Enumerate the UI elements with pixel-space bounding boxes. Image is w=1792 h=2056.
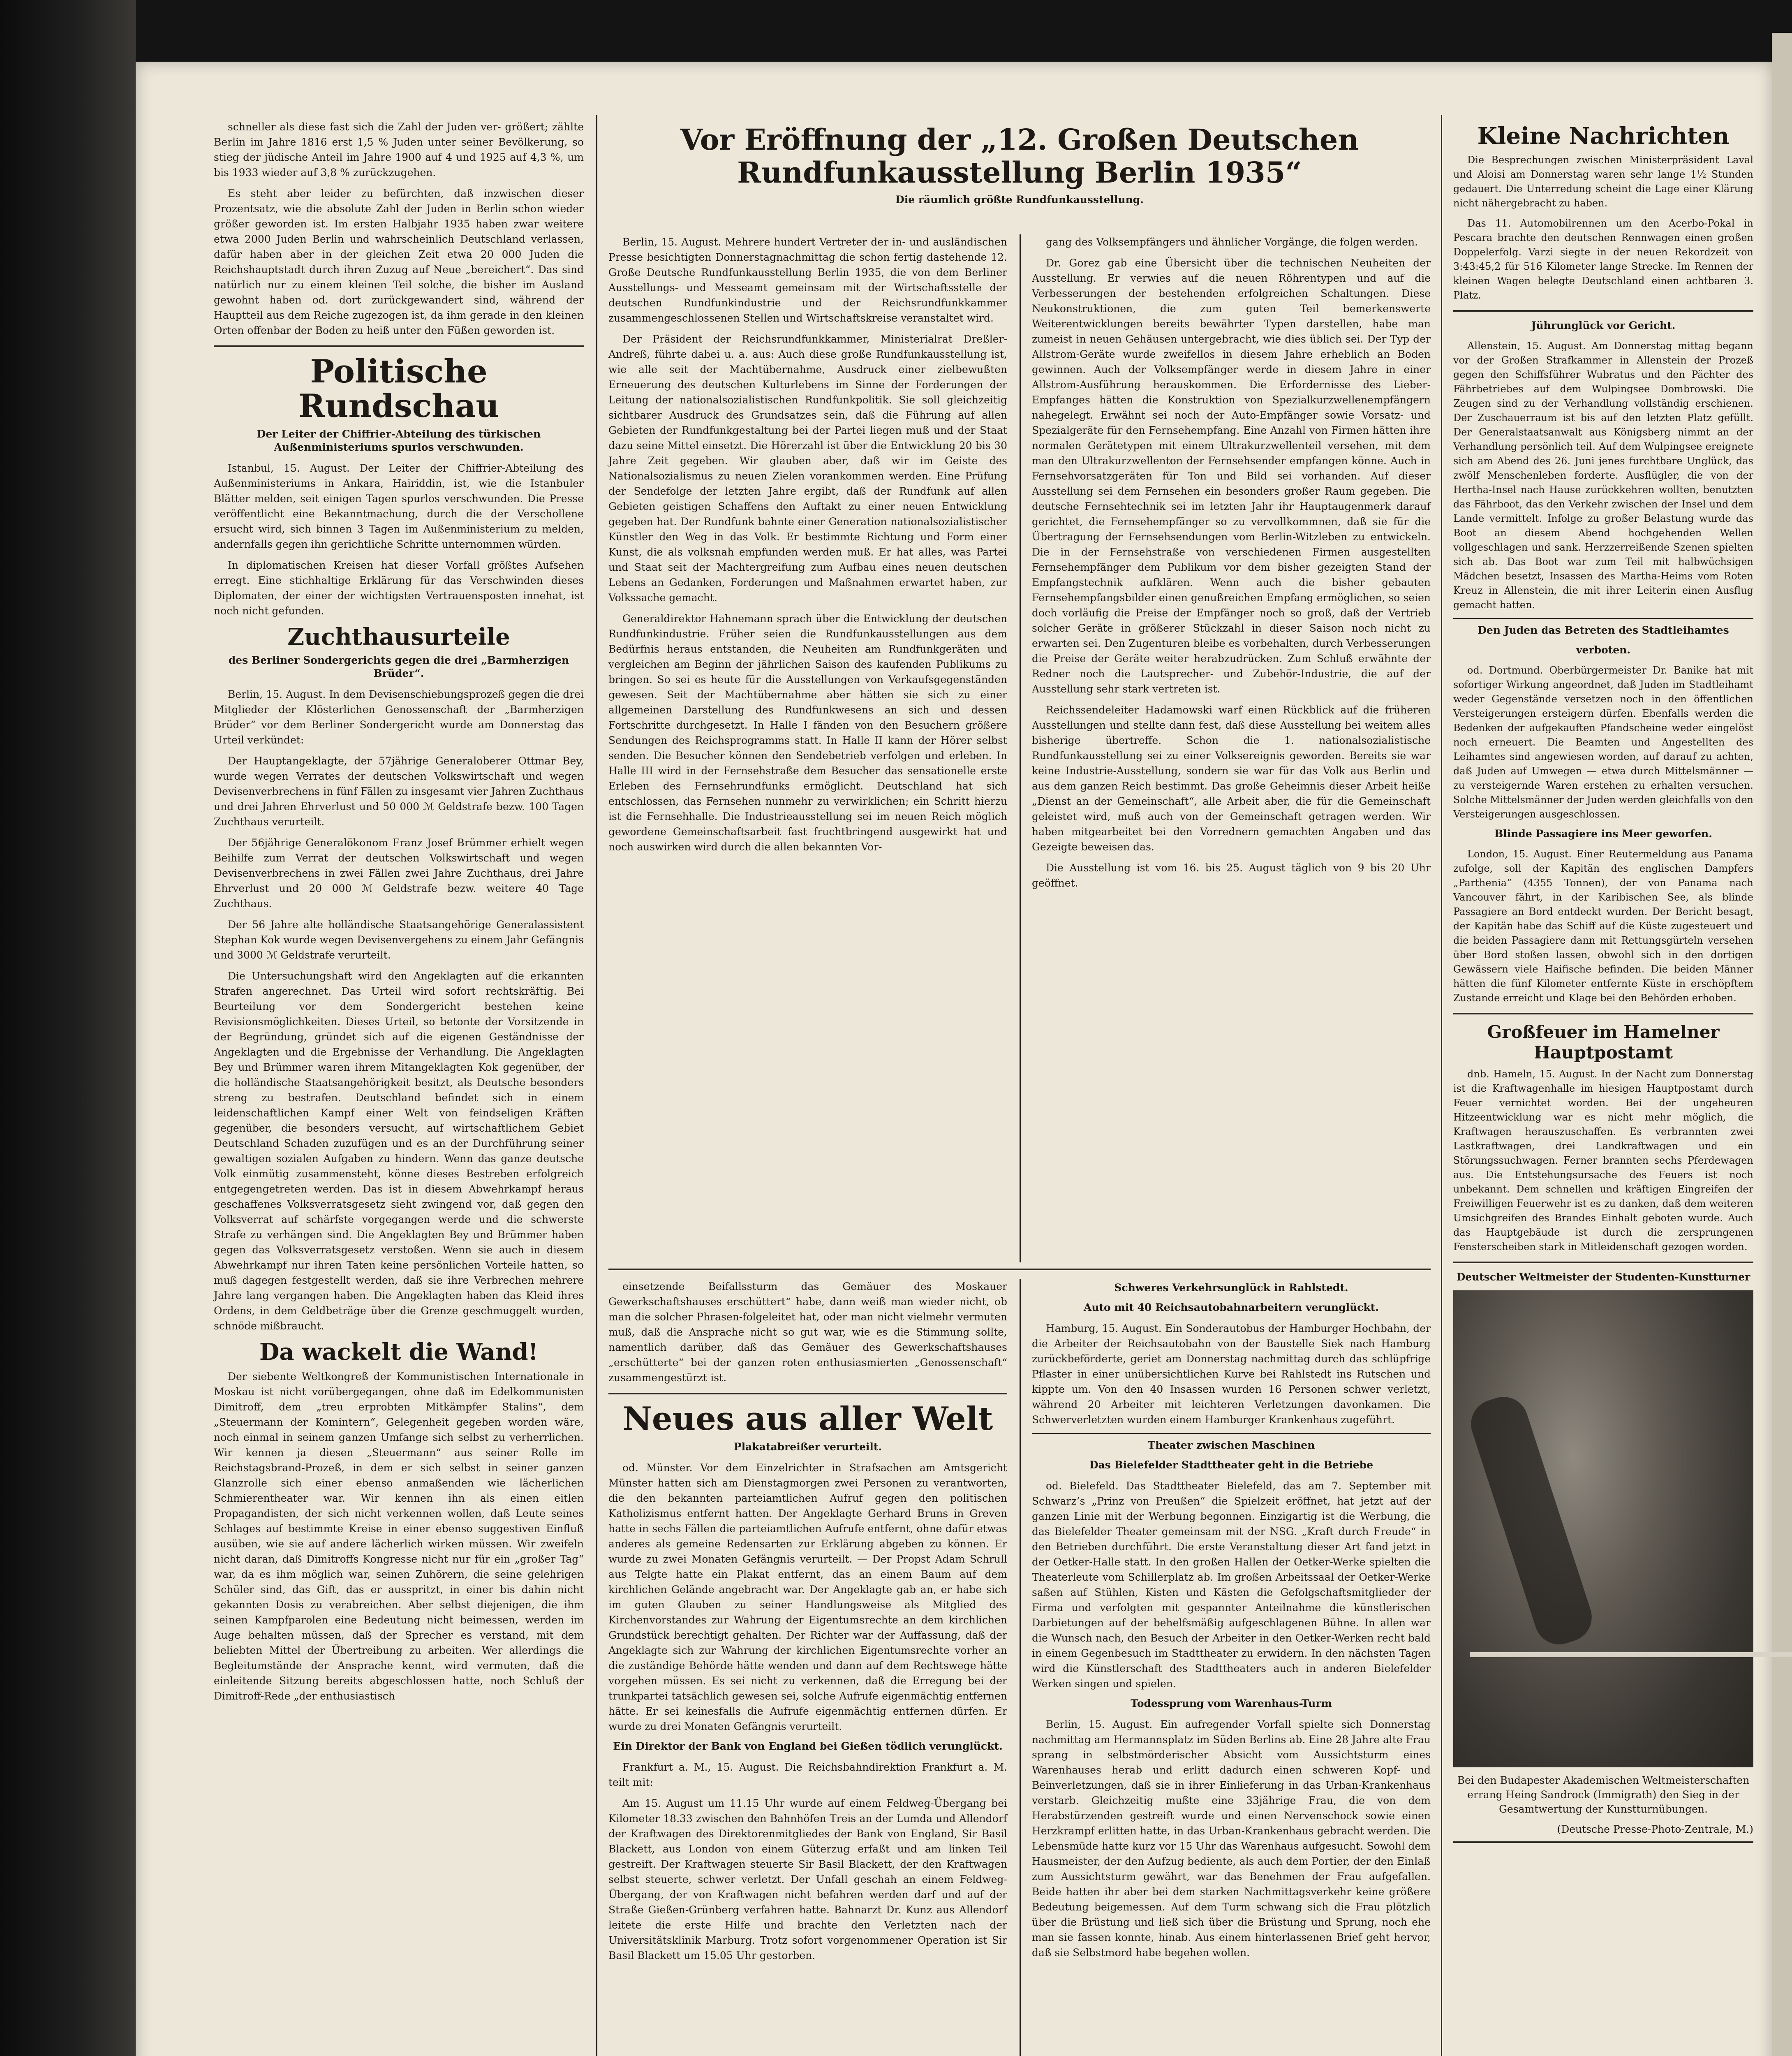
section-title-politische-rundschau: Politische Rundschau: [298, 353, 499, 425]
article-subheading: Den Juden das Betreten des Stadtleihamtes: [1478, 624, 1729, 636]
article-paragraph: Dr. Gorez gab eine Übersicht über die technischen Neuheiten der Ausstellung. Er verwies auf die neuen Röhrentypen und auf die Verbesserungen der bestehenden erfolgreichen Schaltungen. Diese Neukonstruktionen, die zum guten Teil bemerkenswerte Weiterentwicklungen bereits bewährter Typen darstellen, habe man zumeist in neuen Gehäusen untergebracht, wie dies üblich sei. Der Typ der Allstrom-Geräte wurde zweifellos in diesem Jahre erheblich an Boden gewinnen. Auch der Volksempfänger werde in diesem Jahre in einer Allstrom-Ausführung herauskommen. Die Erfordernisse des Lieber-Empfanges hätten die Konstruktion von Spezialkurzwellenempfängern nahegelegt. Erwähnt sei noch der Auto-Empfänger sowie Vorsatz- und Spezialgeräte für den Fernsehempfang. Eine Anzahl von Firmen hätten ihre normalen Gerätetypen mit einem Ultrakurzwellenteil versehen, mit dem man den Ultrakurzwellenton der Fernsehsender empfangen könne. Auch in Fernsehvorsatzgeräten für Ton und Bild sei vorhanden. Auf dieser Ausstellung sei dem Fernsehen ein besonders großer Raum gegeben. Die deutsche Fernsehtechnik sei im letzten Jahr ihr Hauptaugenmerk darauf gerichtet, die Fernsehempfänger so zu vervollkommnen, daß sie für die Übertragung der Fernsehsendungen vom Berlin-Witzleben zu entwickeln. Die in der Fernsehstraße von verschiedenen Firmen ausgestellten Fernsehempfänger dem Publikum vor dem bisher gezeigten Stand der Empfangstechnik aufklären. Wenn auch die bisher gebauten Fernsehempfangsbilder einen genußreichen Empfang ermöglichen, so seien doch vorläufig die Preise der Empfänger noch so groß, daß der Vertrieb solcher Geräte in größerer Stückzahl in dieser Saison noch nicht zu erwarten sei. Den Zugenturen bleibe es vorbehalten, durch Verbesserungen die Preise der Geräte weiter herabzudrücken. Zum Schluß erwähnte der Redner noch die Lautsprecher- und Zubehör-Industrie, die auf der Ausstellung sehr stark vertreten ist.: [1032, 257, 1431, 695]
gymnast-photo: [1453, 1290, 1753, 1767]
article-paragraph: gang des Volksempfängers und ähnlicher Vorgänge, die folgen werden.: [1046, 236, 1418, 248]
article-paragraph: od. Dortmund. Oberbürgermeister Dr. Banike hat mit sofortiger Wirkung angeordnet, daß Juden im Stadtleihamt weder Gegenstände versetzen noch in den öffentlichen Versteigerungen ersteigern dürfen. Ebenfalls werden die Bedenken der aufgekauften Pfandscheine weder eingelöst noch erneuert. Die Beamten und Angestellten des Leihamtes sind angewiesen worden, auf darauf zu achten, daß Juden auf Umwegen — etwa durch Mittelsmänner — zu versteigernde Waren erstehen zu erhalten versuchen. Solche Mittelsmänner der Juden werden gleichfalls von den Versteigerungen ausgeschlossen.: [1453, 664, 1754, 820]
article-paragraph: Der Hauptangeklagte, der 57jährige Generaloberer Ottmar Bey, wurde wegen Verrates der deutschen Volkswirtschaft und wegen Devisenverbrechens in fünf Fällen zu insgesamt vier Jahren Zuchthaus und drei Jahren Ehrverlust und 50 000 ℳ Geldstrafe bezw. 100 Tagen Zuchthaus verurteilt.: [214, 755, 584, 828]
main-headline: Vor Eröffnung der „12. Großen Deutschen Rundfunkausstellung Berlin 1935“: [680, 123, 1359, 190]
article-paragraph: Reichssendeleiter Hadamowski warf einen Rückblick auf die früheren Ausstellungen und stellte dann fest, daß diese Ausstellung bei weitem alles bisherige übertreffe. Schon die 1. nationalsozialistische Rundfunkausstellung sei zu einer Volksereignis geworden. Bereits sie war keine Industrie-Ausstellung, sondern sie war für das Volk aus Berlin und aus dem ganzen Reich bestimmt. Das große Geheimnis dieser Arbeit heiße „Dienst an der Gemeinschaft“, alle Arbeit aber, die für die Gemeinschaft geleistet wird, muß auch von der Gemeinschaft getragen werden. Wir haben mitgearbeitet bei den Vorrednern gemachten Angaben und das Gezeigte beweisen das.: [1032, 704, 1431, 853]
article-paragraph: Berlin, 15. August. In dem Devisenschiebungsprozeß gegen die drei Mitglieder der Klösterlichen Genossenschaft der „Barmherzigen Brüder“ vor dem Berliner Sondergericht wurde am Donnerstag das Urteil verkündet:: [214, 688, 584, 746]
article-subheading: Das Bielefelder Stadttheater geht in die Betriebe: [1089, 1459, 1373, 1471]
article-paragraph: od. Münster. Vor dem Einzelrichter in Strafsachen am Amtsgericht Münster hatten sich am Dienstagmorgen zwei Personen zu verantworten, die den bekannten parteiamtlichen Aufruf gegen den politischen Katholizismus entfernt hatten. Der Angeklagte Gerhard Bruns in Greven hatte in sechs Fällen die parteiamtlichen Aufrufe entfernt, ohne dafür etwas anderes als gemeine Redensarten zur Erklärung abgeben zu können. Er wurde zu zwei Monaten Gefängnis verurteilt. — Der Propst Adam Schrull aus Telgte hatte ein Plakat entfernt, das an einem Baum auf dem kirchlichen Gelände angebracht war. Der Angeklagte gab an, er habe sich im guten Glauben zu seiner Handlungsweise als Mitglied des Kirchenvorstandes zur Wahrung der Eigentumsrechte an dem kirchlichen Grundstück berechtigt gehalten. Der Richter war der Auffassung, daß der Angeklagte sich zur Wahrung der kirchlichen Eigentumsrechte vorher an die zuständige Behörde hätte wenden und dann auf dem Rechtswege hätte vorgehen müssen. Es sei nicht zu verkennen, daß die Erregung bei der trunkpartei tatsächlich gewesen sei, solche Aufrufe eigenmächtig entfernen hätte. Er sei keinesfalls die Aufrufe eigenmächtig entfernen dürfen. Er wurde zu drei Monaten Gefängnis verurteilt.: [608, 1462, 1007, 1732]
intro-paragraph: Es steht aber leider zu befürchten, daß inzwischen dieser Prozentsatz, wie die absolute Zahl der Juden in Berlin schon wieder größer geworden ist. Im ersten Halbjahr 1935 haben zwar weitere etwa 2000 Juden Berlin und wahrscheinlich Deutschland verlassen, dafür haben aber in der gleichen Zeit etwa 20 000 Juden die Reichshauptstadt durch ihren Zuzug auf Neue „bereichert“. Das sind natürlich nur zu einem kleinen Teil solche, die bisher im Ausland gewohnt haben od. dort zurückgewandert sind, während der Hauptteil aus dem Reiche zugezogen ist, da ihm gerade in den kleinen Orten offenbar der Boden zu heiß unter den Füßen geworden ist.: [214, 188, 584, 336]
column-3-lower: [1032, 1279, 1431, 1966]
article-paragraph: Die Ausstellung ist vom 16. bis 25. August täglich von 9 bis 20 Uhr geöffnet.: [1032, 862, 1431, 889]
article-paragraph: Berlin, 15. August. Mehrere hundert Vertreter der in- und ausländischen Presse besichtigten Donnerstagnachmittag die schon fertig dastehende 12. Große Deutsche Rundfunkausstellung Berlin 1935, die von dem Berliner Ausstellungs- und Messeamt gemeinsam mit der Wirtschaftsstelle der deutschen Rundfunkindustrie und der Reichsrundfunkkammer zusammengeschlossenen Stellen und Wirtschaftskreise veranstaltet wird.: [608, 236, 1007, 324]
gymnast-figure: [1465, 1391, 1598, 1651]
divider: [1032, 1433, 1431, 1434]
photo-caption: Bei den Budapester Akademischen Weltmeisterschaften errang Heing Sandrock (Immigrath) den Sieg in der Gesamtwertung der Kunstturnübungen.: [1457, 1774, 1750, 1815]
article-paragraph: Allenstein, 15. August. Am Donnerstag mittag begann vor der Großen Strafkammer in Allenstein der Prozeß gegen den Schiffsführer Wubratus und den Pächter des Fährbetriebes auf dem Wulpingsee Dombrowski. Die Zeugen sind zu der Verhandlung vollständig erschienen. Der Zuschauerraum ist bis auf den letzten Platz gefüllt. Der Generalstaatsanwalt aus Königsberg nimmt an der Verhandlung persönlich teil. Auf dem Wulpingsee ereignete sich am Abend des 26. Juni jenes furchtbare Unglück, das zwölf Menschenleben forderte. Ausflügler, die von der Hertha-Insel nach Hause zurückkehren wollten, benutzten das Fährboot, das den Verkehr zwischen der Insel und dem Lande vermittelt. Infolge zu großer Belastung wurde das Boot an diesem Abend hochgehenden Wellen vollgeschlagen und sank. Herzzerreißende Szenen spielten sich ab. Das Boot war zum Teil mit halbwüchsigen Mädchen besetzt, Insassen des Martha-Heims vom Roten Kreuz in Allenstein, die mit ihrer Leiterin einen Ausflug gemacht hatten.: [1453, 340, 1753, 611]
article-paragraph: London, 15. August. Einer Reutermeldung aus Panama zufolge, soll der Kapitän des englischen Dampfers „Parthenia“ (4355 Tonnen), der von Panama nach Vancouver fährt, in der Karibischen See, als blinde Passagiere an Bord entdeckt wurden. Der Bericht besagt, der Kapitän habe das Schiff auf die Küste zugesteuert und die beiden Passagiere dann mit Rettungsgürteln versehen über Bord stoßen lassen, obwohl sich in den dortigen Gewässern viele Haifische befinden. Die beiden Männer hätten die fünf Kilometer entfernte Küste in erschöpftem Zustande erreicht und Klage bei den Behörden erhoben.: [1453, 848, 1753, 1004]
main-article-header: [608, 119, 1431, 213]
article-subheading: Todessprung vom Warenhaus-Turm: [1131, 1697, 1332, 1709]
article-paragraph: einsetzende Beifallssturm das Gemäuer des Moskauer Gewerkschaftshauses erschüttert“ habe, dann weiß man wieder nicht, ob man die solcher Phrasen-folgeleitet hat, oder man nicht vielmehr vermuten muß, daß die Ansprache nicht so gut war, wie es die Stimmung sollte, namentlich darüber, daß das Gemäuer des Gewerkschaftshauses „erschütterte“ bei der ganzen roten enthusiasmierten „Genossenschaft“ zusammengestürzt ist.: [608, 1280, 1007, 1384]
divider: [608, 1269, 1431, 1270]
article-subheading: Jührunglück vor Gericht.: [1531, 320, 1676, 331]
horizontal-bar: [1470, 1652, 1792, 1657]
article-title-grossfeuer: Großfeuer im Hamelner Hauptpostamt: [1487, 1022, 1720, 1063]
photo-title: Deutscher Weltmeister der Studenten-Kunstturner: [1456, 1271, 1750, 1283]
article-title-zuchthausurteile: Zuchthausurteile: [287, 623, 510, 651]
article-title-da-wackelt-die-wand: Da wackelt die Wand!: [259, 1338, 539, 1366]
article-paragraph: In diplomatischen Kreisen hat dieser Vorfall größtes Aufsehen erregt. Eine stichhaltige Erklärung für das Verschwinden dieses Diplomaten, der einer der wichtigsten Vertrauensposten innehat, ist noch nicht gefunden.: [214, 559, 584, 617]
column-rule: [596, 115, 597, 2056]
photo-credit: (Deutsche Presse-Photo-Zentrale, M.): [1557, 1823, 1753, 1835]
article-paragraph: Hamburg, 15. August. Ein Sonderautobus der Hamburger Hochbahn, der die Arbeiter der Reichsautobahn von der Baustelle Siek nach Hamburg zurückbeförderte, geriet am Donnerstag nachmittag durch das schlüpfrige Pflaster in einer unübersichtlichen Kurve bei Rahlstedt ins Rutschen und kippte um. Von den 40 Insassen wurden 16 Personen schwer verletzt, während 20 Arbeiter mit leichteren Verletzungen davonkamen. Die Schwerverletzten wurden einem Hamburger Krankenhaus zugeführt.: [1032, 1322, 1431, 1426]
article-paragraph: Der 56 Jahre alte holländische Staatsangehörige Generalassistent Stephan Kok wurde wegen Devisenvergehens zu einem Jahr Gefängnis und 3000 ℳ Geldstrafe verurteilt.: [214, 919, 584, 961]
article-subheading: verboten.: [1576, 644, 1631, 656]
article-paragraph: dnb. Hameln, 15. August. In der Nacht zum Donnerstag ist die Kraftwagenhalle im hiesigen Hauptpostamt durch Feuer vernichtet worden. Bei der ungeheuren Hitzeentwicklung war es nicht mehr möglich, die Kraftwagen herauszuschaffen. Es verbrannten zwei Lastkraftwagen, drei Landkraftwagen und ein Störungssuchwagen. Ferner brannten sechs Pferdewagen aus. Die Entstehungsursache des Feuers ist noch unbekannt. Dem schnellen und kräftigen Eingreifen der Freiwilligen Feuerwehr ist es zu danken, daß dem weiteren Umsichgreifen des Brandes Einhalt geboten wurde. Auch das Hauptgebäude ist durch die zersprungenen Fensterscheiben stark in Mitleidenschaft gezogen worden.: [1453, 1068, 1753, 1253]
section-title-kleine-nachrichten: Kleine Nachrichten: [1477, 123, 1730, 150]
article-subheading: Plakatabreißer verurteilt.: [733, 1441, 882, 1453]
section-title-neues-aus-aller-welt: Neues aus aller Welt: [622, 1400, 993, 1438]
article-paragraph: Berlin, 15. August. Ein aufregender Vorfall spielte sich Donnerstag nachmittag am Hermannsplatz im Süden Berlins ab. Eine 28 Jahre alte Frau sprang in selbstmörderischer Absicht vom Aussichtsturm eines Warenhauses herab und erlitt dadurch einen schweren Kopf- und Beinverletzungen, daß sie in ihrer Einlieferung in das Urban-Krankenhaus verstarb. Gleichzeitig mußte eine 33jährige Frau, die von dem Herabstürzenden gestreift wurde und einen Nervenschock sowie einen Herzkrampf erlitten hatte, in das Urban-Krankenhaus gebracht werden. Die Lebensmüde hatte kurz vor 15 Uhr das Warenhaus aufgesucht. Sowohl dem Hausmeister, der den Aufzug bediente, als auch dem Portier, der den Einlaß zum Aussichtsturm gewährt, war das Benehmen der Frau aufgefallen. Beide hatten ihr aber bei dem starken Nachmittagsverkehr keine größere Bedeutung beigemessen. Auf dem Turm schwang sich die Frau plötzlich über die Brüstung und ließ sich über die Brüstung und Sprung, noch ehe man sie fassen konnte, hinab. Aus einem hinterlassenen Brief geht hervor, daß sie Selbstmord habe begehen wollen.: [1032, 1718, 1431, 1959]
divider: [1453, 618, 1753, 619]
column-4: [1453, 119, 1753, 1850]
article-paragraph: Am 15. August um 11.15 Uhr wurde auf einem Feldweg-Übergang bei Kilometer 18.33 zwischen den Bahnhöfen Treis an der Lumda und Allendorf der Kraftwagen des Direktorenmitgliedes der Bank von England, Sir Basil Blackett, aus London von einem Güterzug erfaßt und am linken Teil gestreift. Der Kraftwagen steuerte Sir Basil Blackett, der den Kraftwagen selbst steuerte, schwer verletzt. Der Unfall geschah an einem Feldweg-Übergang, der von Kraftwagen nicht befahren werden darf und auf der Straße Gießen-Grünberg verfahren hatte. Bahnarzt Dr. Kunz aus Allendorf leitete die erste Hilfe und brachte den Verletzten nach der Universitätsklinik Marburg. Trotz sofort vorgenommener Operation ist Sir Basil Blackett um 15.05 Uhr gestorben.: [608, 1797, 1007, 1961]
column-rule: [1020, 234, 1021, 1262]
column-2-lower: [608, 1279, 1007, 1969]
photo-box: [1453, 1262, 1753, 1843]
right-page-edge: [1772, 33, 1792, 2056]
main-subheading: Die räumlich größte Rundfunkausstellung.: [895, 194, 1144, 206]
article-paragraph: Die Untersuchungshaft wird den Angeklagten auf die erkannten Strafen angerechnet. Das Urteil wird sofort rechtskräftig. Bei Beurteilung vor dem Sondergericht bestehen keine Revisionsmöglichkeiten. Dieses Urteil, so betonte der Vorsitzende in der Begründung, gründet sich auf die eigenen Geständnisse der Angeklagten und die Ergebnisse der Verhandlung. Die Angeklagten Bey und Brümmer waren ihrem Mitangeklagten Kok gegenüber, der die holländische Staatsangehörigkeit besitzt, als Deutsche besonders streng zu bestrafen. Deutschland befindet sich in einem leidenschaftlichen Kampf einer Welt von feindseligen Kräften gegenüber, die besonders versucht, auf wirtschaftlichem Gebiet Deutschland Schaden zuzufügen und es an der Durchführung seiner gewaltigen sozialen Aufgaben zu hindern. Wenn das ganze deutsche Volk einmütig zusammensteht, könne dieses Bestreben erfolgreich entgegengetreten werden. Das ist in diesem Abwehrkampf heraus geschaffenes Volksverratsgesetz sieht zwingend vor, daß gegen den Volksverrat auf schärfste vorgegangen werde und die schwerste Strafe zu verhängen sind. Die Angeklagten Bey und Brümmer haben gegen das Volksverratsgesetz verstoßen. Wenn sie auch in diesem Abwehrkampf nur ihren Taten keine persönlichen Vorteile hatten, so muß dagegen festgestellt werden, daß sie ihre Verbrechen mehrere Jahre lang vergangen haben. Die Angeklagten haben das Kleid ihres Ordens, in dem Geldbeträge über die Grenze geschmuggelt wurden, schnöde mißbraucht.: [214, 970, 584, 1332]
article-subheading: des Berliner Sondergerichts gegen die drei „Barmherzigen Brüder“.: [228, 654, 569, 679]
divider: [214, 345, 584, 347]
newspaper-page: [136, 62, 1772, 2056]
column-3-upper: [1032, 234, 1431, 896]
column-rule: [1020, 1279, 1021, 2056]
column-1: [214, 119, 584, 1709]
article-paragraph: Der 56jährige Generalökonom Franz Josef Brümmer erhielt wegen Beihilfe zum Verrat der deutschen Volkswirtschaft und wegen Devisenverbrechens in zwei Fällen zwei Jahre Zuchthaus, drei Jahre Ehrverlust und 20 000 ℳ Geldstrafe bezw. weitere 40 Tage Zuchthaus.: [214, 837, 584, 910]
article-paragraph: Der Präsident der Reichsrundfunkkammer, Ministerialrat Dreßler-Andreß, führte dabei u. a. aus: Auch diese große Rundfunkausstellung ist, wie alle seit der Machtübernahme, Ausdruck einer zielbewußten Erneuerung des deutschen Kulturlebens im Sinne der Forderungen der Leitung der nationalsozialistischen Rundfunkpolitik. Sie soll gleichzeitig sichtbarer Ausdruck des Grundsatzes sein, daß die Führung auf allen Gebieten der Rundfunkgestaltung bei der Partei liegen muß und der Staat dazu seine Mittel einsetzt. Die Hörerzahl ist über die Entwicklung 20 bis 30 Jahre Zeit gegeben. Wir glauben aber, daß wir im Geiste des Nationalsozialismus zu neuen Zielen vorankommen werden. Eine Prüfung der Sendefolge der letzten Jahre ergibt, daß der Rundfunk auf allen Gebieten geistigen Schaffens den Auftakt zu einer neuen Entwicklung gegeben hat. Der Rundfunk bahnte einer Generation nationalsozialistischer Künstler den Weg in das Volk. Er bestimmte Richtung und Form einer Kunst, die als volksnah empfunden werden muß. Er hat alles, was Partei und Staat seit der Machtergreifung zum Aufbau eines neuen deutschen Lebens an Gedanken, Forderungen und Maßnahmen erwartet haben, zur Volkssache gemacht.: [608, 333, 1007, 604]
article-paragraph: Istanbul, 15. August. Der Leiter der Chiffrier-Abteilung des Außenministeriums in Ankara, Hairiddin, ist, wie die Istanbuler Blätter melden, seit einigen Tagen spurlos verschwunden. Die Presse veröffentlicht eine Bekanntmachung, durch die der Verschollene ersucht wird, sich binnen 3 Tagen im Außenministerium zu melden, andernfalls gegen ihn gerichtliche Schritte unternommen würden.: [214, 462, 584, 550]
article-paragraph: od. Bielefeld. Das Stadttheater Bielefeld, das am 7. September mit Schwarz’s „Prinz von Preußen“ die Spielzeit eröffnet, hat jetzt auf der ganzen Linie mit der Werbung begonnen. Einzigartig ist die Werbung, die das Bielefelder Theater gemeinsam mit der NSG. „Kraft durch Freude“ in den Betrieben durchführt. Die erste Veranstaltung dieser Art fand jetzt in der Oetker-Halle statt. In den großen Hallen der Oetker-Werke spielten die Theaterleute vom Schillerplatz ab. Im großen Arbeitssaal der Oetker-Werke saßen auf Stühlen, Kisten und Kästen die Gefolgschaftsmitglieder der Firma und verfolgten mit gespannter Anteilnahme die künstlerischen Darbietungen auf der behelfsmäßig aufgeschlagenen Bühne. In allen war die Wunsch nach, den Besuch der Arbeiter in den Oetker-Werken recht bald in einem Gegenbesuch im Stadttheater zu erwidern. In den nächsten Tagen wird die Künstlerschaft des Stadttheaters auch in anderen Bielefelder Werken singen und spielen.: [1032, 1480, 1431, 1690]
column-2-upper: [608, 234, 1007, 860]
article-subheading: Auto mit 40 Reichsautobahnarbeitern verunglückt.: [1083, 1301, 1379, 1313]
article-subheading: Der Leiter der Chiffrier-Abteilung des türkischen Außenministeriums spurlos verschwunden.: [257, 428, 541, 453]
article-subheading: Blinde Passagiere ins Meer geworfen.: [1494, 828, 1712, 840]
divider: [1453, 310, 1753, 312]
article-subheading: Schweres Verkehrsunglück in Rahlstedt.: [1114, 1282, 1348, 1294]
left-scanner-border: [0, 0, 136, 2056]
intro-paragraph: schneller als diese fast sich die Zahl der Juden ver- größert; zählte Berlin im Jahre 1816 erst 1,5 % Juden unter seiner Bevölkerung, so stieg der jüdische Anteil im Jahre 1900 auf 4 und 1925 auf 4,3 %, um bis 1933 wieder auf 3,8 % zurückzugehen.: [214, 121, 584, 178]
article-paragraph: Frankfurt a. M., 15. August. Die Reichsbahndirektion Frankfurt a. M. teilt mit:: [608, 1761, 1007, 1788]
article-paragraph: Der siebente Weltkongreß der Kommunistischen Internationale in Moskau ist nicht vorübergegangen, ohne daß im Edelkommunisten Dimitroff, dem „treu erprobten Mitkämpfer Stalins“, dem „Steuermann der Komintern“, Gelegenheit gegeben worden wäre, noch einmal in seinem ganzen Umfange sich selbst zu verherrlichen. Wir kennen ja diesen „Steuermann“ aus seiner Rolle im Reichstagsbrand-Prozeß, in dem er sich selbst in seiner ganzen Glanzrolle sich einer ebenso anmaßenden wie lächerlichen Schmierentheater war. Wir kennen ihn als einen eitlen Propagandisten, der sich nicht verkennen wollen, daß Leute seines Schlages auf bestimmte Kreise in einer ebenso suggestiven Einfluß ausüben, wie sie auf andere lächerlich wirken müssen. Wir zweifeln nicht daran, daß Dimitroffs Kongresse nicht nur für ein „großer Tag“ war, da es ihm möglich war, seinen Zuhörern, die seine gelehrigen Schüler sind, das Gift, das er ausspritzt, in einer bis dahin nicht gekannten Dosis zu verabreichen. Aber selbst diejenigen, die ihm seinen Kampfparolen eine Bedeutung nicht beimessen, werden im Auge behalten müssen, daß der Sprecher es verstand, mit dem beliebten Mittel der Übertreibung zu arbeiten. Wer allerdings die Begleitumstände der Ansprache kennt, wird vermuten, daß die einleitende Sitzung bereits abgeschlossen hatte, noch Schluß der Dimitroff-Rede „der enthusiastisch: [214, 1371, 584, 1702]
divider: [608, 1393, 1007, 1394]
divider: [1453, 1013, 1753, 1014]
article-subheading: Ein Direktor der Bank von England bei Gießen tödlich verunglückt.: [613, 1740, 1003, 1752]
article-paragraph: Generaldirektor Hahnemann sprach über die Entwicklung der deutschen Rundfunkindustrie. Früher seien die Rundfunkausstellungen aus dem Bedürfnis heraus entstanden, die Neuheiten am Rundfunkgeräten und vergleichen am Beginn der jährlichen Saison des kaufenden Publikums zu bringen. So sei es heute für die Ausstellungen von Verkaufsgegenständen gewesen. Seit der Machtübernahme aber hätten sie sich zu einer allgemeinen Darstellung des Rundfunkwesens an sich und dessen Fortschritte durchgesetzt. In Halle I fänden von den Besuchern größere Sendungen des Reichsprogramms statt. In Halle II kann der Hörer selbst senden. Die Besucher können den Sendebetrieb verfolgen und erleben. In Halle III wird in der Fernsehstraße dem Besucher das sensationelle erste Erleben des Fernsehrundfunks ermöglicht. Deutschland hat sich entschlossen, das Fernsehen nunmehr zu verwirklichen; ein Schritt hierzu ist die Fernsehhalle. Die Industrieausstellung sei im neuen Reich möglich gewordene Gemeinschaftsarbeit fast fruchtbringend ausgewirkt hat und noch auswirken wird durch die allen bekannten Vor-: [608, 613, 1007, 853]
column-rule: [1441, 115, 1442, 2056]
article-paragraph: Das 11. Automobilrennen um den Acerbo-Pokal in Pescara brachte den deutschen Rennwagen einen großen Doppelerfolg. Varzi siegte in der neuen Rekordzeit von 3:43:45,2 für 516 Kilometer lange Strecke. Im Rennen der kleinen Wagen belegte Deutschland einen achtbaren 3. Platz.: [1453, 218, 1753, 301]
article-paragraph: Die Besprechungen zwischen Ministerpräsident Laval und Aloisi am Donnerstag waren sehr lange 1½ Stunden gedauert. Die Unterredung scheint die Lage einer Klärung nicht nähergebracht zu haben.: [1453, 154, 1753, 209]
article-subheading: Theater zwischen Maschinen: [1147, 1439, 1315, 1451]
